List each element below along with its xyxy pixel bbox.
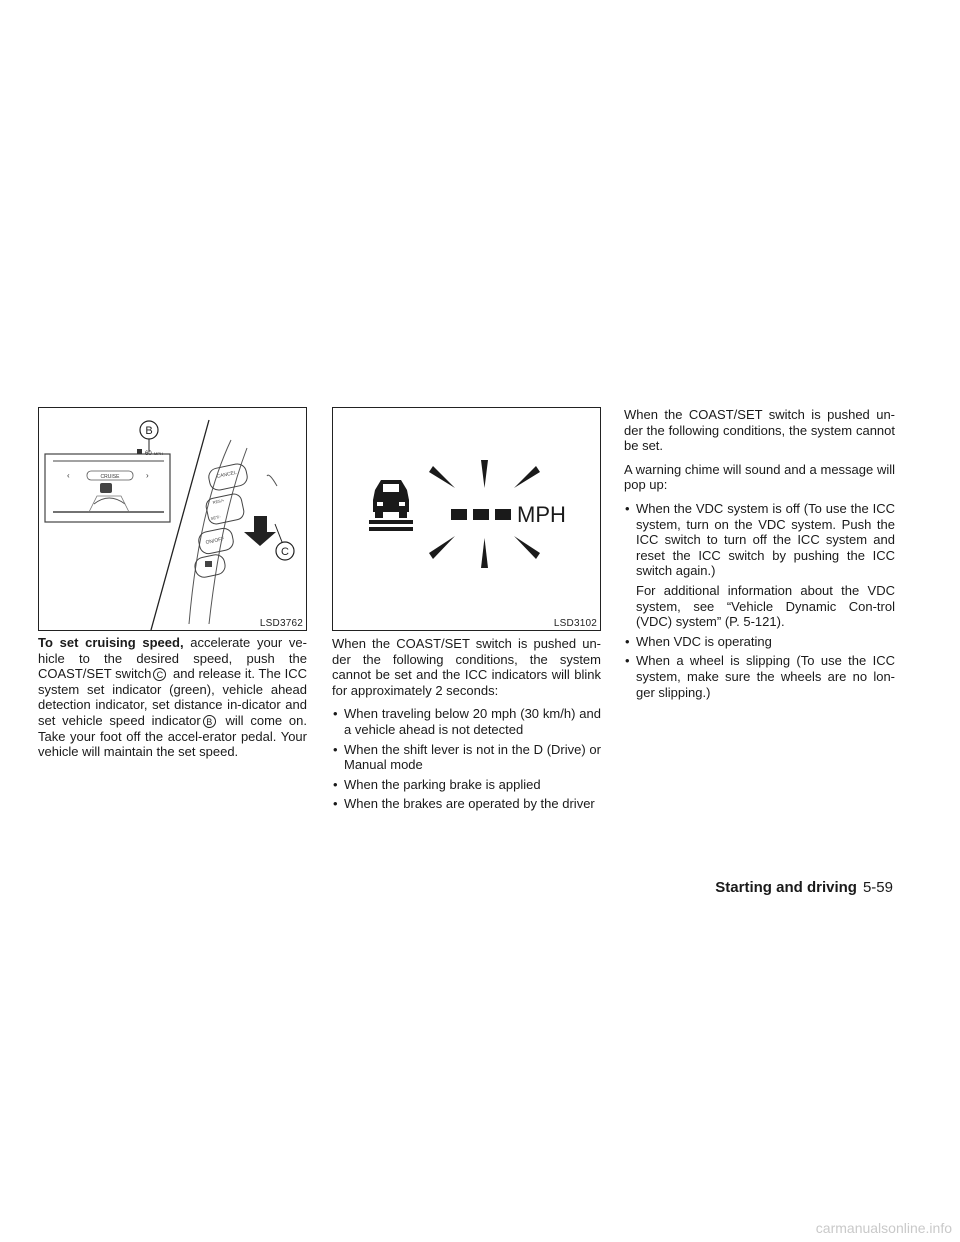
watermark: carmanualsonline.info bbox=[815, 1220, 952, 1236]
column-cannot-set-conditions bbox=[624, 407, 895, 704]
figure-icc-indicator bbox=[332, 407, 601, 631]
ref-c-icon: C bbox=[153, 668, 166, 681]
list-item: • When the brakes are operated by the driver bbox=[332, 796, 601, 812]
callout-c: C bbox=[281, 546, 289, 558]
page-number: 5-59 bbox=[862, 879, 893, 896]
figure-code: LSD3102 bbox=[553, 618, 597, 629]
sub-paragraph: For additional information about the VDC system, see “Vehicle Dynamic Con-trol (VDC) system” (P. 5-121). bbox=[636, 582, 895, 630]
icc-switch-illustration bbox=[39, 408, 307, 631]
figure-code: LSD3762 bbox=[259, 618, 303, 629]
unit-label: MPH bbox=[517, 502, 566, 527]
set-speed-value: 60 bbox=[145, 451, 152, 457]
column-set-cruising-speed bbox=[38, 635, 307, 768]
set-speed-paragraph: To set cruising speed, accelerate your ve-hicle to the desired speed, push the COAST/SET switch C and release it. The ICC system set indicator (green), vehicle ahead detection indicator, set distance in-dicator and set vehicle speed indicator B will come on. Take your foot off the accel-erator pedal. Your vehicle will maintain the set speed. bbox=[38, 635, 308, 760]
page-footer bbox=[715, 879, 893, 896]
condition-list bbox=[624, 501, 895, 700]
column-blink-conditions bbox=[332, 636, 601, 816]
svg-text:‹: ‹ bbox=[67, 471, 70, 480]
section-title: Starting and driving bbox=[715, 879, 857, 896]
list-item: • When traveling below 20 mph (30 km/h) and a vehicle ahead is not detected bbox=[332, 706, 601, 737]
switch-label-cancel: CANCEL bbox=[216, 469, 238, 480]
paragraph: When the COAST/SET switch is pushed un-der the following conditions, the system cannot be set and the ICC indicators will blink for approximately 2 seconds: bbox=[332, 636, 601, 698]
list-item: • When a wheel is slipping (To use the ICC system, make sure the wheels are no lon-ger slipping.) bbox=[624, 653, 895, 700]
lead-heading: To set cruising speed, bbox=[38, 635, 184, 650]
list-item: • When the shift lever is not in the D (Drive) or Manual mode bbox=[332, 742, 601, 773]
svg-text:›: › bbox=[146, 471, 149, 480]
vehicle-ahead-icon bbox=[369, 480, 413, 531]
list-item: • When the VDC system is off (To use the ICC system, turn on the VDC system. Push the ICC switch to turn off the ICC system and reset the ICC switch by pushing the ICC switch again.) bbox=[624, 501, 895, 579]
figure-icc-switch bbox=[38, 407, 307, 631]
set-speed-unit: MPH bbox=[154, 451, 163, 456]
switch-label-onoff: ON/OFF bbox=[205, 536, 225, 546]
blinking-indicator-illustration bbox=[333, 408, 601, 631]
cruise-label: CRUISE bbox=[100, 474, 120, 480]
callout-b: B bbox=[145, 425, 153, 437]
paragraph: When the COAST/SET switch is pushed un-der the following conditions, the system cannot be set. bbox=[624, 407, 895, 454]
ref-b-icon: B bbox=[203, 715, 216, 728]
switch-label-set: SET/- bbox=[210, 513, 222, 521]
list-item: • When VDC is operating bbox=[624, 634, 895, 650]
paragraph: A warning chime will sound and a message will pop up: bbox=[624, 461, 895, 493]
condition-list bbox=[332, 706, 601, 812]
switch-label-res: RES/+ bbox=[212, 497, 225, 505]
list-item: • When the parking brake is applied bbox=[332, 777, 601, 793]
